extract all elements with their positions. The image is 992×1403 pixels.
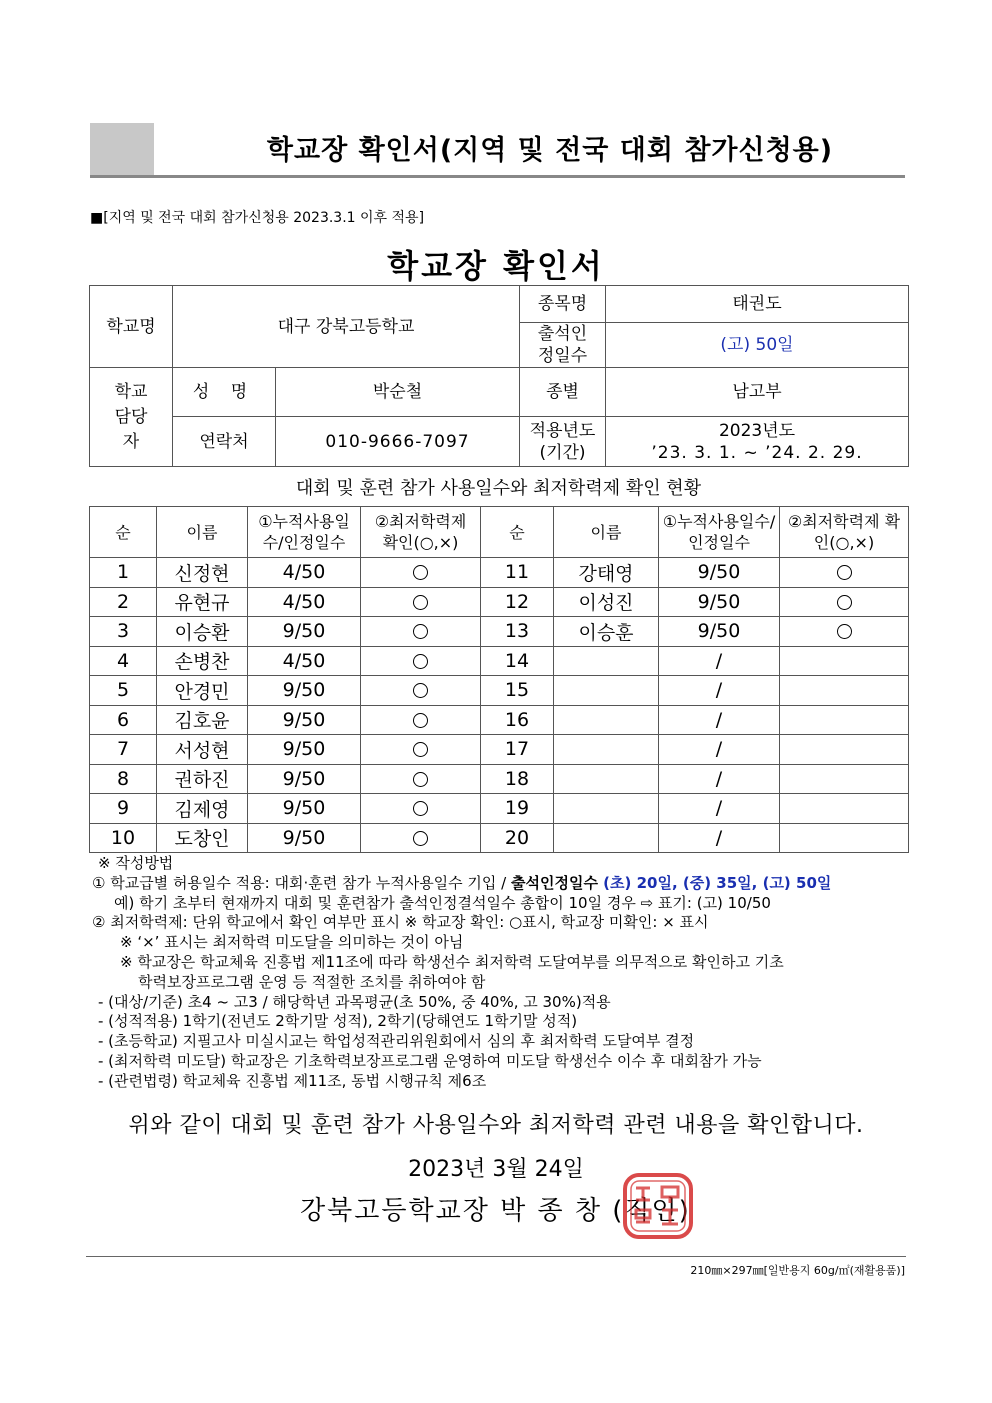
- cell-min-check: [361, 676, 481, 706]
- cell-min-check: [780, 823, 909, 853]
- circle-check-icon: [413, 801, 428, 816]
- circle-check-icon: [837, 595, 852, 610]
- cell-days: 9/50: [248, 676, 361, 706]
- header-title: 학교장 확인서(지역 및 전국 대회 참가신청용): [266, 135, 834, 166]
- cell-name: 김제영: [157, 794, 248, 824]
- header-name: 이름: [554, 507, 659, 558]
- paper-spec-footer: 210㎜×297㎜[일반용지 60g/㎡(재활용품)]: [690, 1264, 905, 1277]
- cell-no: 2: [90, 587, 157, 617]
- staff-label: 학교 담당자: [90, 368, 173, 467]
- table-row: [90, 735, 909, 765]
- cell-name: [554, 676, 659, 706]
- circle-check-icon: [413, 565, 428, 580]
- cell-no: 8: [90, 764, 157, 794]
- cell-days: 4/50: [248, 587, 361, 617]
- circle-check-icon: [413, 831, 428, 846]
- header-no: 순: [90, 507, 157, 558]
- cell-min-check: [780, 735, 909, 765]
- cell-days: /: [659, 646, 780, 676]
- cell-days: 9/50: [248, 794, 361, 824]
- cell-days: 9/50: [659, 587, 780, 617]
- detail-5: - (관련법령) 학교체육 진흥법 제11조, 동법 시행규칙 제6조: [98, 1071, 487, 1090]
- cell-days: /: [659, 794, 780, 824]
- cell-name: 도창인: [157, 823, 248, 853]
- cell-name: 이승훈: [554, 617, 659, 647]
- cell-min-check: [780, 676, 909, 706]
- cell-no: 13: [481, 617, 554, 647]
- cell-days: /: [659, 676, 780, 706]
- cell-days: 9/50: [248, 735, 361, 765]
- cell-name: 김호윤: [157, 705, 248, 735]
- confirmation-statement: 위와 같이 대회 및 훈련 참가 사용일수와 최저학력 관련 내용을 확인합니다.: [128, 1113, 864, 1138]
- days-value: (고) 50일: [606, 323, 909, 368]
- period-text: ’23. 3. 1. ~ ’24. 2. 29.: [651, 442, 863, 463]
- cell-no: 4: [90, 646, 157, 676]
- circle-check-icon: [837, 565, 852, 580]
- cell-no: 18: [481, 764, 554, 794]
- cell-no: 12: [481, 587, 554, 617]
- division-value: 남고부: [606, 368, 909, 417]
- cell-days: /: [659, 735, 780, 765]
- cell-no: 10: [90, 823, 157, 853]
- notice-text: ■[지역 및 전국 대회 참가신청용 2023.3.1 이후 적용]: [90, 210, 425, 226]
- notes-heading: ※ 작성방법: [98, 854, 174, 872]
- cell-min-check: [361, 764, 481, 794]
- writing-instructions: [92, 854, 912, 1092]
- circle-check-icon: [413, 713, 428, 728]
- table-row: [90, 587, 909, 617]
- footer-divider: [86, 1256, 906, 1257]
- cell-min-check: [780, 646, 909, 676]
- year-label: 적용년도 (기간): [520, 417, 606, 467]
- cell-min-check: [780, 617, 909, 647]
- cell-name: [554, 735, 659, 765]
- cell-no: 14: [481, 646, 554, 676]
- cell-days: /: [659, 705, 780, 735]
- note-1: ① 학교급별 허용일수 적용: 대회·훈련 참가 누적사용일수 기입 / 출석인정일수 (초) 20일, (중) 35일, (고) 50일: [92, 873, 832, 892]
- contact-label: 연락처: [173, 417, 276, 467]
- cell-name: 서성현: [157, 735, 248, 765]
- cell-min-check: [361, 558, 481, 588]
- circle-check-icon: [837, 624, 852, 639]
- school-label: 학교명: [90, 286, 173, 368]
- document-title: 학교장 확인서: [387, 247, 605, 285]
- sport-label: 종목명: [520, 286, 606, 323]
- cell-min-check: [361, 794, 481, 824]
- cell-days: 9/50: [248, 764, 361, 794]
- cell-name: 이성진: [554, 587, 659, 617]
- cell-min-check: [780, 764, 909, 794]
- header-name: 이름: [157, 507, 248, 558]
- cell-days: 9/50: [659, 558, 780, 588]
- cell-days: 4/50: [248, 558, 361, 588]
- detail-2: - (성적적용) 1학기(전년도 2학기말 성적), 2학기(당해연도 1학기말 성적): [98, 1012, 578, 1031]
- header-min: ②최저학력제 확인(○,×): [361, 507, 481, 558]
- cell-name: [554, 705, 659, 735]
- cell-days: 4/50: [248, 646, 361, 676]
- circle-check-icon: [413, 742, 428, 757]
- cell-days: /: [659, 764, 780, 794]
- header-days: ①누적사용일수/인정일수: [248, 507, 361, 558]
- name-value: 박순철: [276, 368, 520, 417]
- header-divider: [90, 175, 905, 178]
- cell-name: 강태영: [554, 558, 659, 588]
- cell-name: [554, 646, 659, 676]
- school-info-table: [89, 285, 909, 467]
- cell-days: /: [659, 823, 780, 853]
- table-row: [90, 617, 909, 647]
- contact-value: 010-9666-7097: [276, 417, 520, 467]
- circle-check-icon: [413, 772, 428, 787]
- cell-min-check: [361, 646, 481, 676]
- cell-name: [554, 794, 659, 824]
- cell-min-check: [780, 558, 909, 588]
- table-row: [90, 705, 909, 735]
- circle-check-icon: [413, 683, 428, 698]
- cell-min-check: [361, 735, 481, 765]
- cell-name: 안경민: [157, 676, 248, 706]
- cell-name: 유현규: [157, 587, 248, 617]
- cell-no: 3: [90, 617, 157, 647]
- cell-no: 1: [90, 558, 157, 588]
- table-row: [90, 794, 909, 824]
- table-row: [90, 764, 909, 794]
- detail-1: - (대상/기준) 초4 ~ 고3 / 해당학년 과목평균(초 50%, 중 40%, 고 30%)적용: [98, 992, 611, 1011]
- cell-no: 17: [481, 735, 554, 765]
- table-row: [90, 823, 909, 853]
- note-2a: ※ ‘×’ 표시는 최저학력 미도달을 의미하는 것이 아님: [120, 933, 464, 952]
- confirmation-date: 2023년 3월 24일: [408, 1157, 584, 1182]
- note-2b: ※ 학교장은 학교체육 진흥법 제11조에 따라 학생선수 최저학력 도달여부를 의무적으로 확인하고 기초: [120, 952, 784, 971]
- note-2: ② 최저학력제: 단위 학교에서 확인 여부만 표시 ※ 학교장 확인: ○표시, 학교장 미확인: × 표시: [92, 913, 709, 932]
- cell-no: 16: [481, 705, 554, 735]
- year-text: 2023년도: [718, 420, 796, 441]
- table-row: [90, 646, 909, 676]
- header-days: ①누적사용일수/인정일수: [659, 507, 780, 558]
- cell-min-check: [361, 823, 481, 853]
- cell-no: 6: [90, 705, 157, 735]
- cell-min-check: [361, 587, 481, 617]
- cell-no: 5: [90, 676, 157, 706]
- cell-name: 이승환: [157, 617, 248, 647]
- cell-no: 20: [481, 823, 554, 853]
- year-value: [606, 417, 909, 467]
- cell-days: 9/50: [659, 617, 780, 647]
- cell-days: 9/50: [248, 617, 361, 647]
- days-label: 출석인정일수: [520, 323, 606, 368]
- cell-name: 손병찬: [157, 646, 248, 676]
- division-label: 종별: [520, 368, 606, 417]
- cell-name: [554, 823, 659, 853]
- table-row: [90, 676, 909, 706]
- cell-min-check: [780, 705, 909, 735]
- cell-no: 19: [481, 794, 554, 824]
- official-seal-icon: [622, 1172, 694, 1240]
- header-no: 순: [481, 507, 554, 558]
- cell-no: 9: [90, 794, 157, 824]
- roster-subtitle: 대회 및 훈련 참가 사용일수와 최저학력제 확인 현황: [295, 478, 702, 499]
- table-row: [90, 558, 909, 588]
- cell-days: 9/50: [248, 705, 361, 735]
- note-1-example: 예) 학기 초부터 현재까지 대회 및 훈련참가 출석인정결석일수 총합이 10일 경우 ⇨ 표기: (고) 10/50: [114, 893, 771, 912]
- roster-table: [89, 506, 909, 853]
- cell-no: 11: [481, 558, 554, 588]
- cell-days: 9/50: [248, 823, 361, 853]
- cell-min-check: [780, 587, 909, 617]
- sport-value: 태권도: [606, 286, 909, 323]
- circle-check-icon: [413, 654, 428, 669]
- cell-name: 권하진: [157, 764, 248, 794]
- cell-name: [554, 764, 659, 794]
- cell-min-check: [361, 705, 481, 735]
- cell-min-check: [780, 794, 909, 824]
- circle-check-icon: [413, 595, 428, 610]
- school-value: 대구 강북고등학교: [173, 286, 520, 368]
- cell-min-check: [361, 617, 481, 647]
- detail-4: - (최저학력 미도달) 학교장은 기초학력보장프로그램 운영하여 미도달 학생선수 이수 후 대회참가 가능: [98, 1051, 762, 1070]
- cell-no: 7: [90, 735, 157, 765]
- header-gray-box: [90, 123, 154, 175]
- cell-name: 신정현: [157, 558, 248, 588]
- cell-no: 15: [481, 676, 554, 706]
- note-2b-cont: 학력보장프로그램 운영 등 적절한 조치를 취하여야 함: [138, 972, 486, 991]
- name-label: 성 명: [173, 368, 276, 417]
- principal-signature: 강북고등학교장 박 종 창 (직인): [300, 1196, 691, 1226]
- circle-check-icon: [413, 624, 428, 639]
- header-min: ②최저학력제 확인(○,×): [780, 507, 909, 558]
- detail-3: - (초등학교) 지필고사 미실시교는 학업성적관리위원회에서 심의 후 최저학력 도달여부 결정: [98, 1032, 695, 1051]
